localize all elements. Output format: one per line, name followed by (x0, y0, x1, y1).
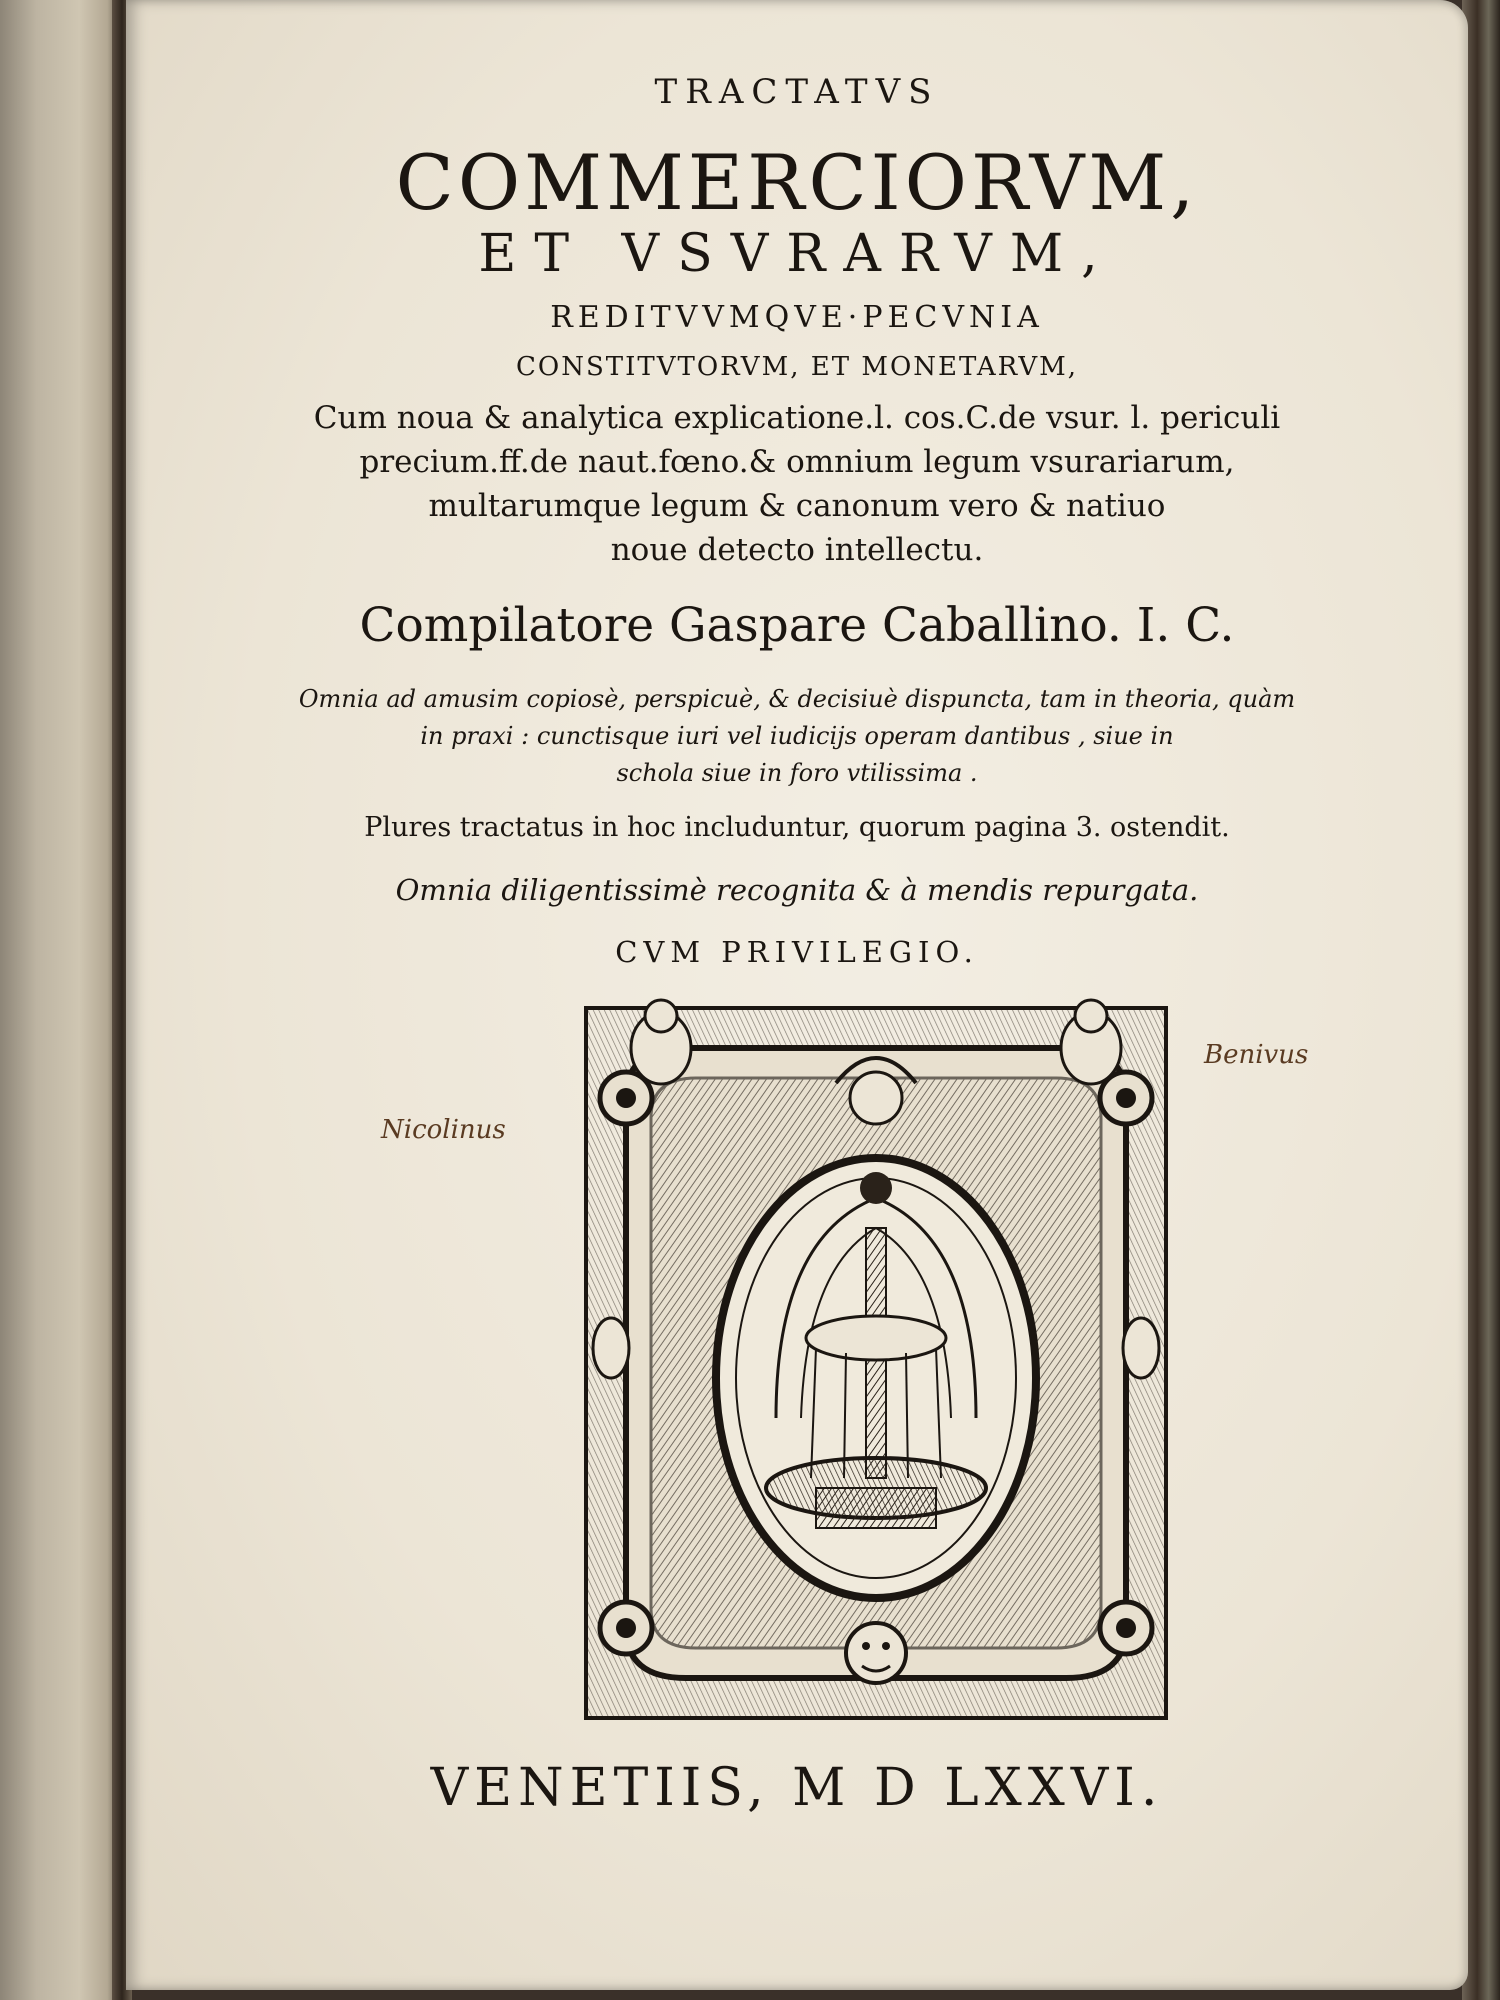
title-line-redituum: REDITVVMQVE·PECVNIA (550, 300, 1044, 335)
title-line-constitutorum: CONSTITVTORVM, ET MONETARVM, (516, 352, 1078, 382)
description-line: noue detecto intellectu. (610, 532, 984, 568)
italic-line: schola siue in foro vtilissima . (616, 759, 978, 787)
description-line: Cum noua & analytica explicatione.l. cos.C.de vsur. l. periculi (313, 400, 1281, 436)
title-line-usurarum: ET VSVRARVM, (478, 224, 1116, 284)
italic-line: Omnia ad amusim copiosè, perspicuè, & decisiuè dispuncta, tam in theoria, quàm (298, 685, 1296, 713)
title-line-tractatus: TRACTATVS (654, 72, 940, 112)
recognita-line: Omnia diligentissimè recognita & à mendis repurgata. (395, 873, 1199, 907)
author-line: Compilatore Gaspare Caballino. I. C. (359, 598, 1235, 653)
handwritten-signature-right: Benivus (1204, 1040, 1309, 1070)
description-line: precium.ff.de naut.fœno.& omnium legum vsurariarum, (359, 444, 1235, 480)
title-page (126, 0, 1468, 1990)
imprint-line: VENETIIS, M D LXXVI. (430, 1758, 1164, 1818)
title-line-commerciorum: COMMERCIORVM, (395, 138, 1199, 227)
includes-line: Plures tractatus in hoc includuntur, quorum pagina 3. ostendit. (364, 812, 1230, 843)
handwritten-signature-left: Nicolinus (381, 1115, 506, 1145)
woodcut-fountain-device (566, 988, 1186, 1738)
italic-line: in praxi : cunctisque iuri vel iudicijs operam dantibus , siue in (420, 722, 1174, 750)
facing-page-edge (0, 0, 122, 2000)
privilege-line: CVM PRIVILEGIO. (615, 935, 979, 969)
description-line: multarumque legum & canonum vero & natiuo (428, 488, 1166, 524)
